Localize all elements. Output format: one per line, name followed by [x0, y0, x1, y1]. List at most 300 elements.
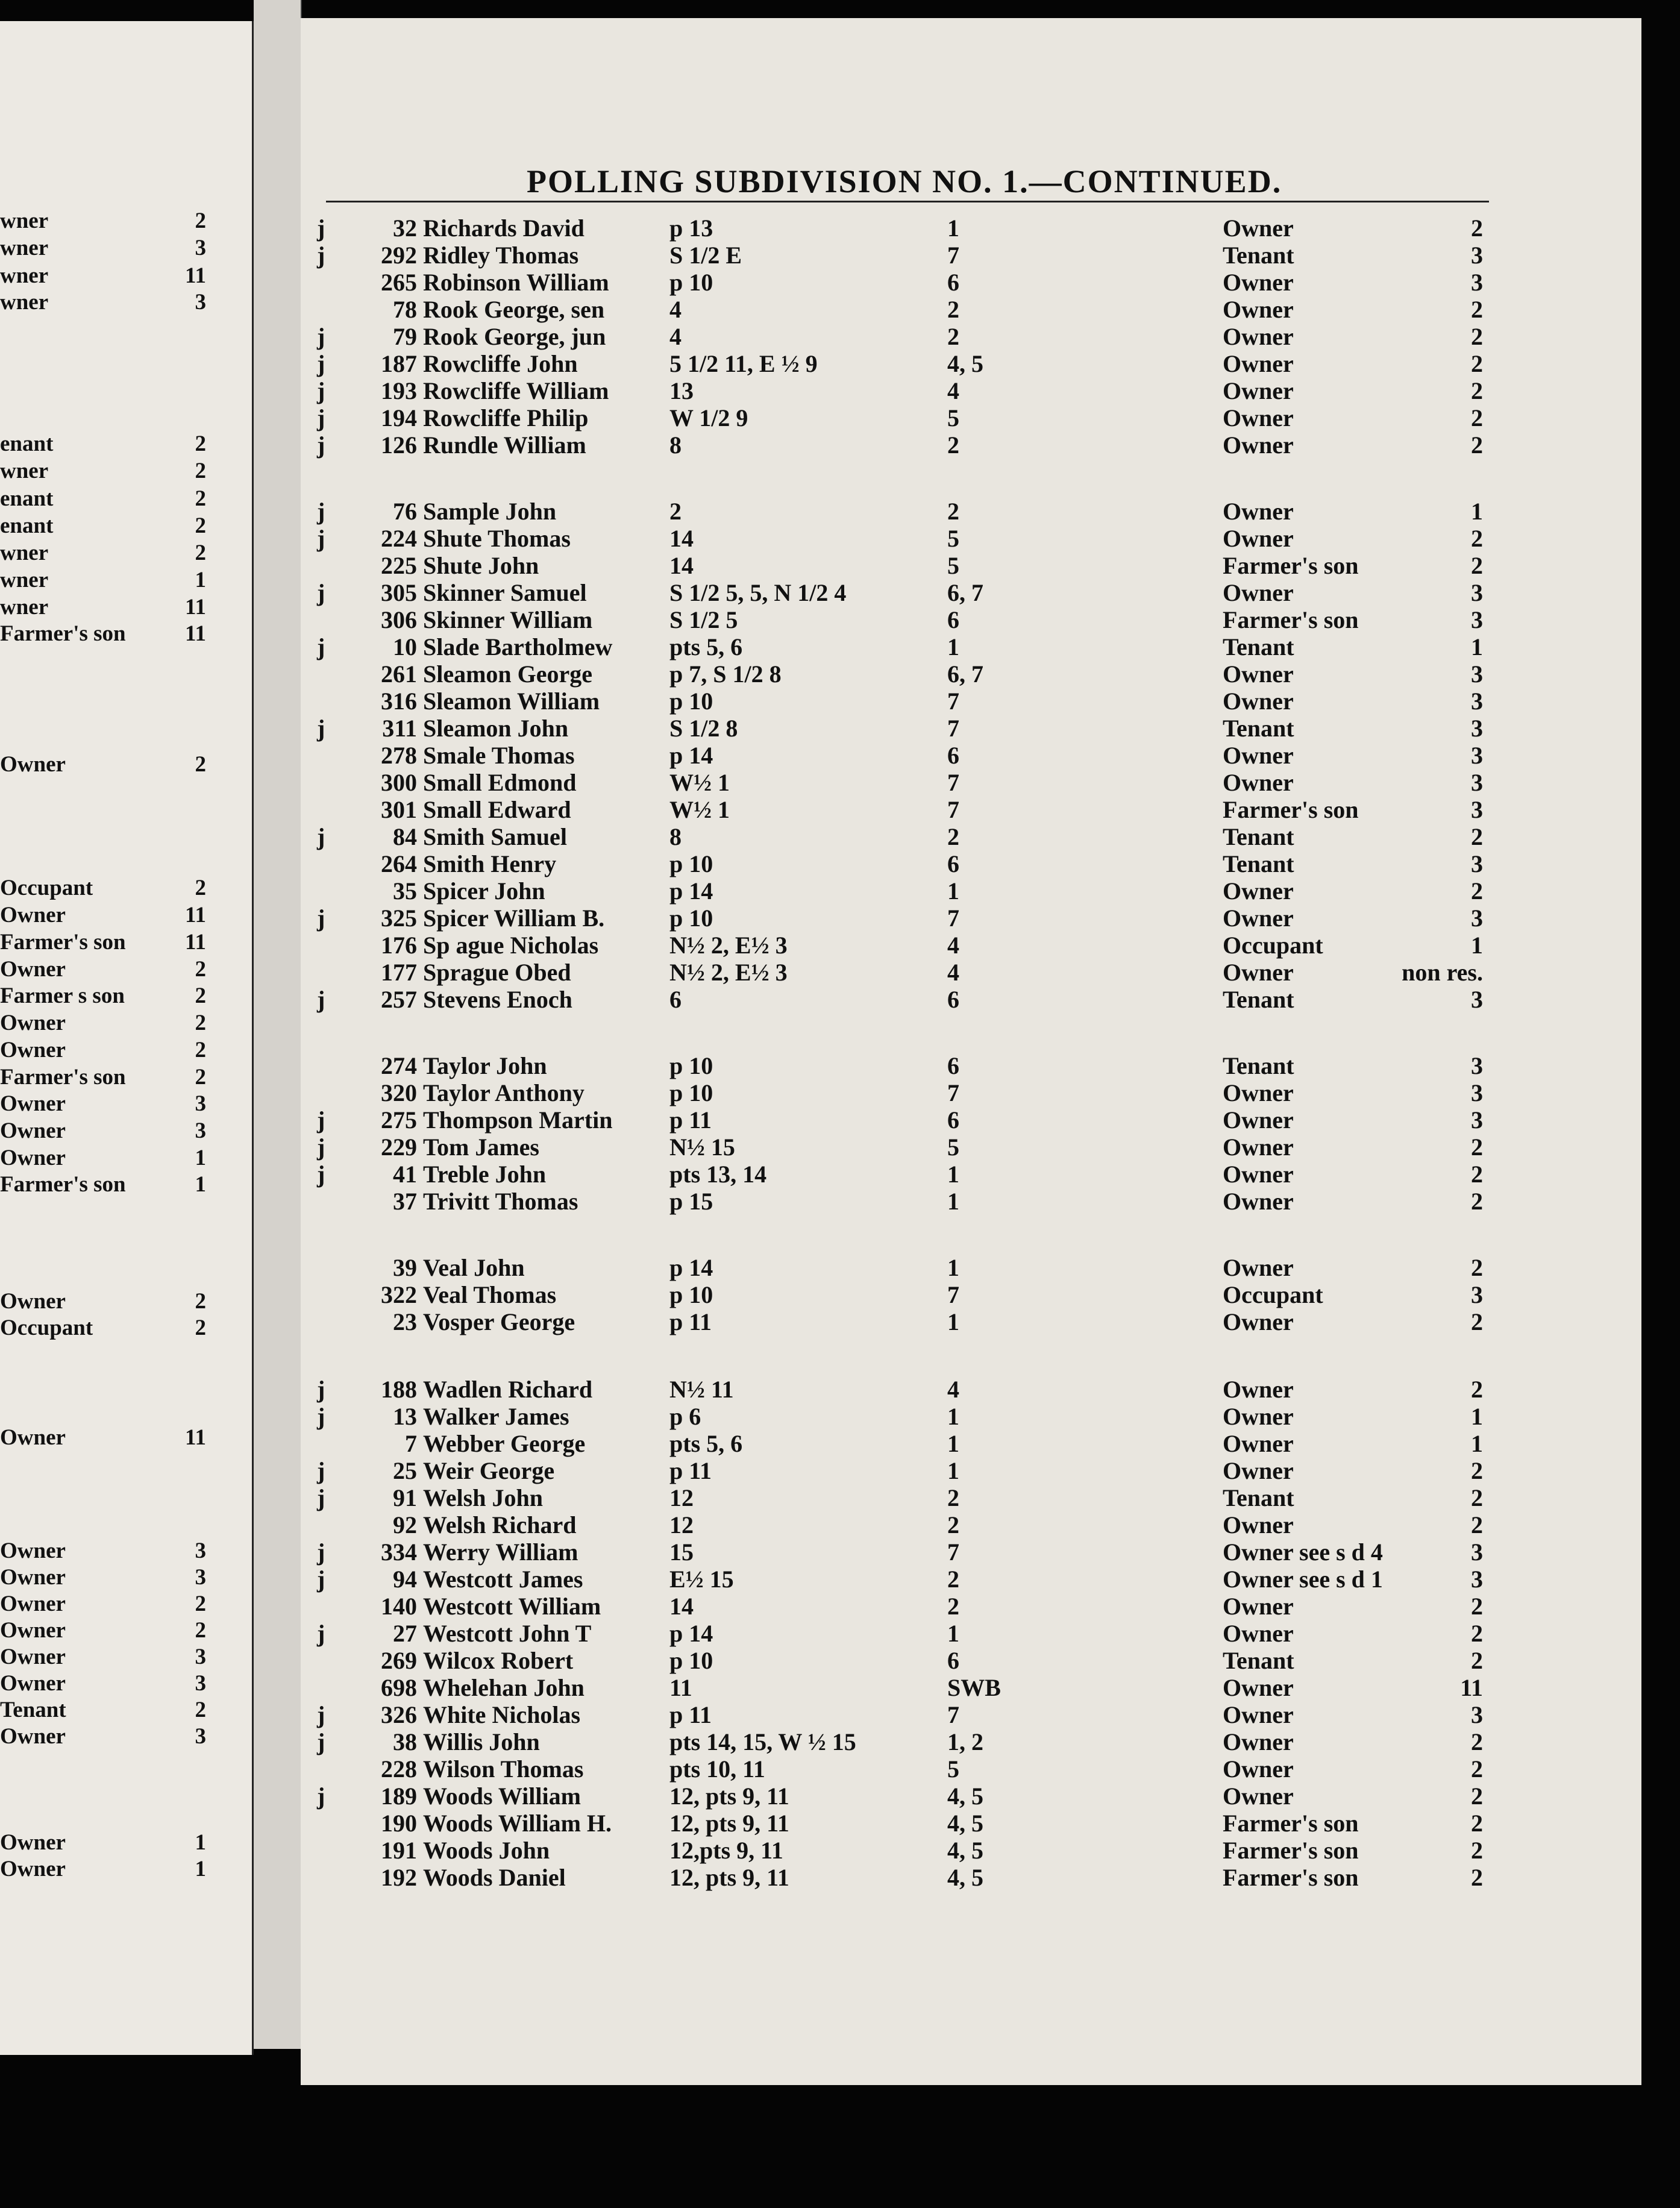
- heading-rule: [326, 201, 1489, 202]
- entry-division: 2: [1471, 1376, 1483, 1403]
- entry-concession: 2: [947, 1593, 959, 1620]
- entry-occupation: Owner: [1223, 296, 1294, 323]
- entry-lot: 8: [669, 823, 682, 850]
- left-division: 11: [185, 930, 206, 955]
- voter-entry: [301, 497, 1626, 524]
- voter-entry: [301, 431, 1626, 457]
- left-occupation: Farmer's son: [0, 621, 126, 646]
- entry-lot: N½ 11: [669, 1376, 734, 1403]
- entry-name: Small Edmond: [423, 769, 577, 796]
- left-division: 1: [195, 1146, 206, 1170]
- entry-lot: 12, pts 9, 11: [669, 1783, 789, 1810]
- entry-lot: S 1/2 8: [669, 715, 738, 742]
- entry-concession: 4, 5: [947, 1837, 983, 1864]
- entry-lot: 12,pts 9, 11: [669, 1837, 783, 1864]
- entry-occupation: Occupant: [1223, 1281, 1323, 1308]
- entry-occupation: Owner: [1223, 1674, 1294, 1701]
- voter-entry: [301, 1673, 1626, 1700]
- entry-occupation: Owner: [1223, 1511, 1294, 1538]
- entry-division: 2: [1471, 1254, 1483, 1281]
- left-division: 11: [185, 621, 206, 646]
- voter-entry: [301, 1836, 1626, 1863]
- entry-occupation: Owner: [1223, 1254, 1294, 1281]
- entry-name: Shute John: [423, 552, 539, 579]
- left-page-row: [0, 1037, 241, 1061]
- left-page-row: [0, 1723, 241, 1748]
- entry-number: 261: [381, 660, 417, 688]
- entry-occupation: Owner: [1223, 404, 1294, 431]
- left-page-row: [0, 751, 241, 776]
- entry-concession: 7: [947, 769, 959, 796]
- left-division: 1: [195, 1172, 206, 1197]
- entry-number: 13: [393, 1403, 417, 1430]
- left-page-row: [0, 458, 241, 482]
- voter-entry: [301, 931, 1626, 958]
- entry-mark: j: [317, 1701, 325, 1728]
- entry-number: 126: [381, 431, 417, 459]
- voter-entry: [301, 551, 1626, 578]
- entry-concession: 7: [947, 1538, 959, 1566]
- entry-occupation: Owner: [1223, 579, 1294, 606]
- left-occupation: Owner: [0, 1618, 66, 1643]
- left-division: 2: [195, 513, 206, 538]
- left-occupation: enant: [0, 431, 54, 456]
- entry-mark: j: [317, 323, 325, 350]
- entry-occupation: Tenant: [1223, 1052, 1294, 1079]
- entry-concession: 7: [947, 796, 959, 823]
- entry-name: Werry William: [423, 1538, 578, 1566]
- entry-lot: N½ 15: [669, 1134, 735, 1161]
- entry-division: 2: [1471, 323, 1483, 350]
- entry-name: Rowcliffe William: [423, 377, 609, 404]
- entry-lot: 6: [669, 986, 682, 1013]
- entry-name: Small Edward: [423, 796, 571, 823]
- entry-occupation: Owner: [1223, 1161, 1294, 1188]
- entry-mark: j: [317, 404, 325, 431]
- entry-occupation: Owner: [1223, 1620, 1294, 1647]
- voter-entry: [301, 1187, 1626, 1214]
- entry-division: 3: [1471, 579, 1483, 606]
- entry-concession: 7: [947, 1079, 959, 1106]
- entry-concession: 2: [947, 1566, 959, 1593]
- entry-lot: W½ 1: [669, 769, 730, 796]
- entry-occupation: Tenant: [1223, 986, 1294, 1013]
- entry-number: 37: [393, 1188, 417, 1215]
- entry-occupation: Farmer's son: [1223, 1864, 1359, 1891]
- entry-division: 2: [1471, 296, 1483, 323]
- entry-mark: j: [317, 1566, 325, 1593]
- entry-name: Thompson Martin: [423, 1106, 613, 1134]
- left-page-row: [0, 1830, 241, 1854]
- entry-division: 2: [1471, 377, 1483, 404]
- entry-number: 292: [381, 242, 417, 269]
- entry-number: 188: [381, 1376, 417, 1403]
- entry-lot: 12: [669, 1484, 694, 1511]
- entry-concession: 6: [947, 850, 959, 877]
- entry-number: 176: [381, 932, 417, 959]
- entry-occupation: Owner: [1223, 769, 1294, 796]
- voter-entry: [301, 241, 1626, 268]
- entry-division: 2: [1471, 350, 1483, 377]
- voter-entry: [301, 268, 1626, 295]
- entry-name: Rundle William: [423, 431, 586, 459]
- entry-mark: j: [317, 633, 325, 660]
- entry-name: Westcott John T: [423, 1620, 592, 1647]
- entry-number: 32: [393, 215, 417, 242]
- entry-number: 38: [393, 1728, 417, 1755]
- entry-name: Webber George: [423, 1430, 586, 1457]
- entry-name: Sleamon George: [423, 660, 593, 688]
- entry-division: 1: [1471, 1430, 1483, 1457]
- entry-occupation: Owner: [1223, 1593, 1294, 1620]
- voter-entry: [301, 1375, 1626, 1402]
- entry-name: Spicer William B.: [423, 905, 605, 932]
- entry-division: 2: [1471, 404, 1483, 431]
- entry-mark: j: [317, 242, 325, 269]
- entry-occupation: Owner: [1223, 1308, 1294, 1335]
- entry-division: 2: [1471, 1837, 1483, 1864]
- entry-occupation: Owner see s d 4: [1223, 1538, 1383, 1566]
- entry-concession: 2: [947, 1511, 959, 1538]
- entry-concession: 5: [947, 1755, 959, 1783]
- entry-lot: p 11: [669, 1106, 712, 1134]
- left-division: 2: [195, 1592, 206, 1616]
- entry-occupation: Tenant: [1223, 633, 1294, 660]
- left-division: 3: [195, 1091, 206, 1116]
- entry-name: White Nicholas: [423, 1701, 581, 1728]
- left-page-row: [0, 289, 241, 313]
- entry-occupation: Owner: [1223, 1188, 1294, 1215]
- entry-lot: 4: [669, 323, 682, 350]
- left-division: 11: [185, 903, 206, 927]
- entry-division: 1: [1471, 498, 1483, 525]
- entry-name: Willis John: [423, 1728, 540, 1755]
- entry-division: 3: [1471, 1106, 1483, 1134]
- entry-concession: 6: [947, 1647, 959, 1674]
- left-division: 3: [195, 290, 206, 315]
- entry-mark: j: [317, 498, 325, 525]
- entry-number: 192: [381, 1864, 417, 1891]
- entry-occupation: Owner: [1223, 905, 1294, 932]
- left-occupation: wner: [0, 236, 49, 260]
- left-page-row: [0, 1010, 241, 1034]
- entry-division: 3: [1471, 1281, 1483, 1308]
- entry-division: 3: [1471, 1052, 1483, 1079]
- entry-occupation: Owner: [1223, 323, 1294, 350]
- entry-occupation: Tenant: [1223, 1647, 1294, 1674]
- entry-number: 25: [393, 1457, 417, 1484]
- entry-occupation: Tenant: [1223, 823, 1294, 850]
- voter-entry: [301, 377, 1626, 403]
- entry-occupation: Farmer's son: [1223, 796, 1359, 823]
- entry-lot: 14: [669, 552, 694, 579]
- entry-division: 2: [1471, 1810, 1483, 1837]
- left-division: 1: [195, 1830, 206, 1855]
- voter-entry: [301, 1253, 1626, 1280]
- entry-lot: 12, pts 9, 11: [669, 1864, 789, 1891]
- entry-number: 193: [381, 377, 417, 404]
- entry-lot: p 10: [669, 1052, 713, 1079]
- entry-concession: SWB: [947, 1674, 1001, 1701]
- entry-number: 264: [381, 850, 417, 877]
- entry-name: Veal Thomas: [423, 1281, 557, 1308]
- entry-lot: 13: [669, 377, 694, 404]
- entry-name: Sample John: [423, 498, 557, 525]
- entry-lot: 4: [669, 296, 682, 323]
- left-division: 3: [195, 1645, 206, 1669]
- entry-number: 275: [381, 1106, 417, 1134]
- entry-lot: 12: [669, 1511, 694, 1538]
- left-page-row: [0, 1091, 241, 1115]
- voter-entry: [301, 741, 1626, 768]
- entry-mark: j: [317, 1403, 325, 1430]
- entry-concession: 1: [947, 1254, 959, 1281]
- entry-name: Tom James: [423, 1134, 539, 1161]
- entry-number: 190: [381, 1810, 417, 1837]
- page-heading: POLLING SUBDIVISION NO. 1.—CONTINUED.: [527, 163, 1282, 199]
- entry-number: 78: [393, 296, 417, 323]
- left-occupation: Occupant: [0, 876, 93, 900]
- entry-occupation: Tenant: [1223, 715, 1294, 742]
- entry-name: Welsh Richard: [423, 1511, 577, 1538]
- voter-entry: [301, 958, 1626, 985]
- left-occupation: enant: [0, 513, 54, 538]
- left-occupation: wner: [0, 209, 49, 233]
- left-division: 3: [195, 1118, 206, 1143]
- entry-concession: 4, 5: [947, 1783, 983, 1810]
- entry-concession: 4: [947, 959, 959, 986]
- entry-lot: S 1/2 E: [669, 242, 742, 269]
- voter-entry: [301, 633, 1626, 659]
- entry-name: Sleamon William: [423, 688, 600, 715]
- entry-name: Skinner William: [423, 606, 593, 633]
- entry-division: 3: [1471, 269, 1483, 296]
- entry-division: 1: [1471, 633, 1483, 660]
- entry-lot: p 14: [669, 1620, 713, 1647]
- left-occupation: wner: [0, 290, 49, 315]
- left-division: 2: [195, 1698, 206, 1722]
- left-page-row: [0, 902, 241, 926]
- entry-lot: W 1/2 9: [669, 404, 748, 431]
- entry-occupation: Owner: [1223, 688, 1294, 715]
- entry-occupation: Owner: [1223, 269, 1294, 296]
- entry-name: Sp ague Nicholas: [423, 932, 599, 959]
- left-division: 3: [195, 1671, 206, 1696]
- entry-concession: 7: [947, 1701, 959, 1728]
- voter-entry: [301, 1755, 1626, 1781]
- entry-occupation: Farmer's son: [1223, 1810, 1359, 1837]
- entry-lot: p 14: [669, 877, 713, 905]
- left-occupation: Owner: [0, 1538, 66, 1563]
- entry-division: 2: [1471, 1188, 1483, 1215]
- left-division: 2: [195, 1038, 206, 1062]
- entry-name: Walker James: [423, 1403, 569, 1430]
- entry-division: 2: [1471, 1308, 1483, 1335]
- entry-division: 3: [1471, 242, 1483, 269]
- entry-lot: p 11: [669, 1457, 712, 1484]
- entry-number: 84: [393, 823, 417, 850]
- entry-concession: 2: [947, 498, 959, 525]
- entry-lot: p 6: [669, 1403, 701, 1430]
- entry-name: Sleamon John: [423, 715, 569, 742]
- entry-number: 278: [381, 742, 417, 769]
- entry-number: 92: [393, 1511, 417, 1538]
- entry-occupation: Owner: [1223, 1783, 1294, 1810]
- entry-name: Whelehan John: [423, 1674, 585, 1701]
- entry-name: Wadlen Richard: [423, 1376, 593, 1403]
- entry-name: Veal John: [423, 1254, 525, 1281]
- entry-mark: j: [317, 431, 325, 459]
- entry-division: 2: [1471, 1161, 1483, 1188]
- entry-number: 224: [381, 525, 417, 552]
- voter-entry: [301, 904, 1626, 930]
- left-page-row: [0, 1644, 241, 1668]
- voter-entry: [301, 1133, 1626, 1159]
- left-division: 2: [195, 209, 206, 233]
- entry-number: 326: [381, 1701, 417, 1728]
- entry-division: 3: [1471, 660, 1483, 688]
- entry-concession: 1: [947, 877, 959, 905]
- voter-entry: [301, 1565, 1626, 1592]
- entry-division: 2: [1471, 431, 1483, 459]
- entry-concession: 2: [947, 823, 959, 850]
- entry-mark: j: [317, 1376, 325, 1403]
- entry-division: 1: [1471, 1403, 1483, 1430]
- entry-lot: N½ 2, E½ 3: [669, 932, 788, 959]
- entry-concession: 5: [947, 404, 959, 431]
- entry-concession: 6: [947, 269, 959, 296]
- entry-name: Smale Thomas: [423, 742, 575, 769]
- entry-concession: 1: [947, 1457, 959, 1484]
- entry-division: 3: [1471, 688, 1483, 715]
- entry-name: Weir George: [423, 1457, 555, 1484]
- entry-division: 2: [1471, 1511, 1483, 1538]
- entry-occupation: Farmer's son: [1223, 606, 1359, 633]
- entry-number: 265: [381, 269, 417, 296]
- entry-concession: 1: [947, 1161, 959, 1188]
- entry-concession: 1: [947, 1403, 959, 1430]
- entry-name: Smith Samuel: [423, 823, 567, 850]
- entry-lot: E½ 15: [669, 1566, 734, 1593]
- entry-concession: 5: [947, 1134, 959, 1161]
- entry-division: 3: [1471, 1538, 1483, 1566]
- entry-division: 2: [1471, 552, 1483, 579]
- left-page-row: [0, 486, 241, 510]
- left-page-row: [0, 1538, 241, 1562]
- entry-occupation: Owner: [1223, 1134, 1294, 1161]
- entry-number: 76: [393, 498, 417, 525]
- left-occupation: Owner: [0, 1830, 66, 1855]
- left-page-row: [0, 621, 241, 645]
- entry-occupation: Owner: [1223, 1106, 1294, 1134]
- entry-name: Skinner Samuel: [423, 579, 587, 606]
- entry-occupation: Owner: [1223, 215, 1294, 242]
- entry-number: 322: [381, 1281, 417, 1308]
- left-page-row: [0, 1856, 241, 1880]
- entry-concession: 1: [947, 1308, 959, 1335]
- entry-mark: j: [317, 215, 325, 242]
- entry-number: 300: [381, 769, 417, 796]
- entry-lot: p 14: [669, 1254, 713, 1281]
- voter-entry: [301, 823, 1626, 849]
- entry-concession: 4, 5: [947, 1810, 983, 1837]
- entry-number: 698: [381, 1674, 417, 1701]
- entry-occupation: Owner: [1223, 1755, 1294, 1783]
- entry-lot: N½ 2, E½ 3: [669, 959, 788, 986]
- left-occupation: Owner: [0, 1289, 66, 1314]
- entry-mark: j: [317, 1783, 325, 1810]
- entry-division: 2: [1471, 823, 1483, 850]
- entry-lot: 15: [669, 1538, 694, 1566]
- entry-number: 10: [393, 633, 417, 660]
- voter-entry: [301, 1782, 1626, 1808]
- entry-number: 269: [381, 1647, 417, 1674]
- left-occupation: wner: [0, 459, 49, 483]
- entry-concession: 6: [947, 1052, 959, 1079]
- entry-concession: 5: [947, 525, 959, 552]
- left-division: 11: [185, 595, 206, 619]
- entry-lot: 2: [669, 498, 682, 525]
- entry-concession: 2: [947, 431, 959, 459]
- voter-entry: [301, 1809, 1626, 1836]
- left-occupation: Owner: [0, 1671, 66, 1696]
- entry-lot: pts 10, 11: [669, 1755, 765, 1783]
- entry-number: 39: [393, 1254, 417, 1281]
- entry-name: Woods William H.: [423, 1810, 612, 1837]
- voter-entry: [301, 606, 1626, 632]
- left-occupation: enant: [0, 486, 54, 511]
- entry-division: 2: [1471, 1755, 1483, 1783]
- entry-number: 94: [393, 1566, 417, 1593]
- entry-concession: 4, 5: [947, 1864, 983, 1891]
- entry-lot: 5 1/2 11, E ½ 9: [669, 350, 818, 377]
- left-page-row: [0, 1145, 241, 1169]
- left-page-row: [0, 956, 241, 980]
- entry-concession: 4: [947, 1376, 959, 1403]
- left-occupation: Owner: [0, 1118, 66, 1143]
- entry-occupation: Tenant: [1223, 850, 1294, 877]
- left-division: 11: [185, 263, 206, 288]
- entry-number: 334: [381, 1538, 417, 1566]
- left-occupation: Owner: [0, 1857, 66, 1881]
- entry-concession: 7: [947, 688, 959, 715]
- left-page-row: [0, 1118, 241, 1142]
- entry-name: Slade Bartholmew: [423, 633, 613, 660]
- entry-division: 2: [1471, 1484, 1483, 1511]
- entry-lot: p 7, S 1/2 8: [669, 660, 782, 688]
- entry-mark: j: [317, 1134, 325, 1161]
- left-page-row: [0, 1425, 241, 1449]
- left-occupation: wner: [0, 263, 49, 288]
- entry-number: 301: [381, 796, 417, 823]
- entry-lot: p 11: [669, 1701, 712, 1728]
- entry-division: 2: [1471, 1864, 1483, 1891]
- entry-lot: p 10: [669, 905, 713, 932]
- voter-entry: [301, 660, 1626, 686]
- entry-name: Vosper George: [423, 1308, 575, 1335]
- entry-division: 3: [1471, 986, 1483, 1013]
- entry-occupation: Occupant: [1223, 932, 1323, 959]
- entry-name: Rowcliffe John: [423, 350, 578, 377]
- entry-lot: p 10: [669, 688, 713, 715]
- entry-occupation: Owner: [1223, 959, 1294, 986]
- voter-entry: [301, 1592, 1626, 1619]
- left-division: 2: [195, 983, 206, 1008]
- entry-occupation: Owner: [1223, 498, 1294, 525]
- entry-name: Robinson William: [423, 269, 609, 296]
- entry-concession: 6: [947, 606, 959, 633]
- entry-name: Treble John: [423, 1161, 547, 1188]
